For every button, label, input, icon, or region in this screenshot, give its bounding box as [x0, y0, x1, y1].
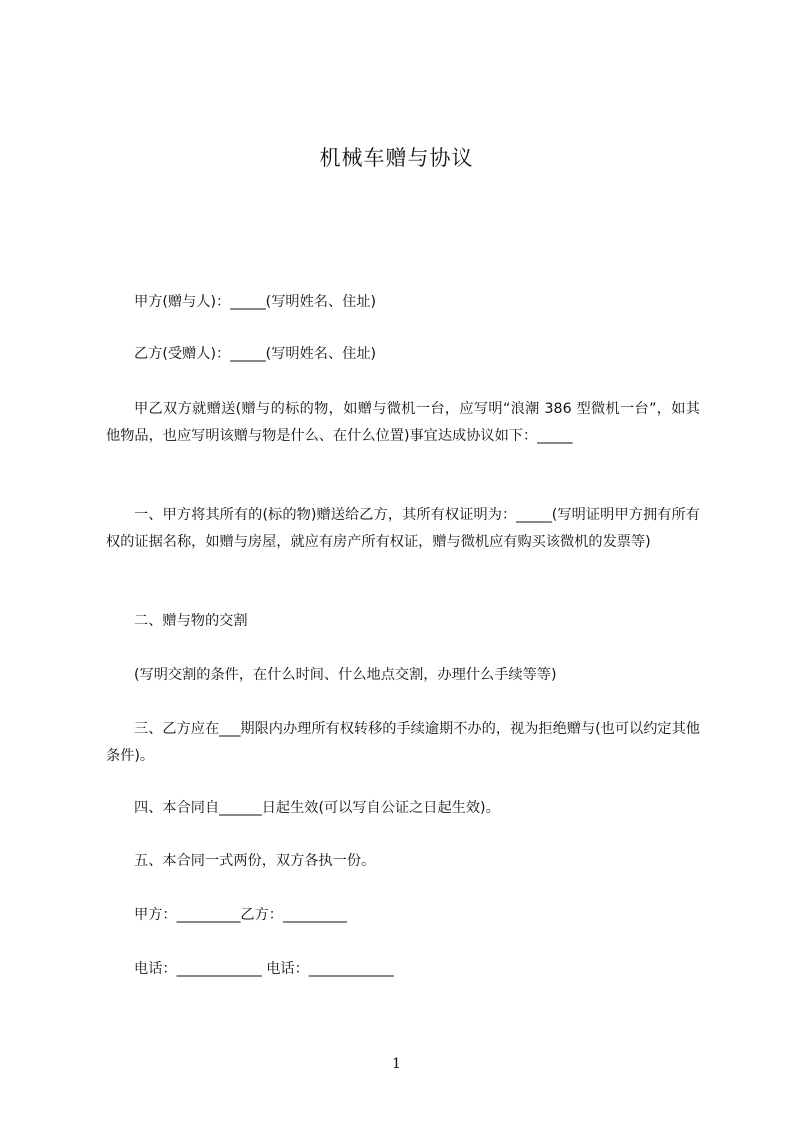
party-a-line: 甲方(赠与人)：_____(写明姓名、住址) [134, 294, 377, 310]
clause-1: 一、甲方将其所有的(标的物)赠送给乙方，其所有权证明为：_____(写明证明甲方拥有所有权的证据名称，如赠与房屋，就应有房产所有权证，赠与微机应有购买该微机的发票等) [106, 507, 700, 550]
intro-paragraph: 甲乙双方就赠送(赠与的标的物，如赠与微机一台，应写明“浪潮 386 型微机一台”，如其他物品，也应写明该赠与物是什么、在什么位置)事宜达成协议如下：_____ [106, 401, 700, 444]
page-number: 1 [392, 1056, 401, 1072]
phone-line: 电话：____________ 电话：____________ [134, 961, 394, 977]
clause-2-body: (写明交割的条件，在什么时间、什么地点交割，办理什么手续等等) [134, 667, 557, 683]
clause-2-heading: 二、赠与物的交割 [134, 613, 248, 629]
clause-4: 四、本合同自______日起生效(可以写自公证之日起生效)。 [134, 800, 500, 816]
clause-5: 五、本合同一式两份，双方各执一份。 [134, 853, 376, 869]
party-b-line: 乙方(受赠人)：_____(写明姓名、住址) [134, 346, 377, 362]
signature-line: 甲方：_________乙方：_________ [134, 907, 347, 923]
clause-3: 三、乙方应在___期限内办理所有权转移的手续逾期不办的，视为拒绝赠与(也可以约定其他条件)。 [106, 721, 700, 764]
document-title: 机械车赠与协议 [319, 146, 474, 170]
